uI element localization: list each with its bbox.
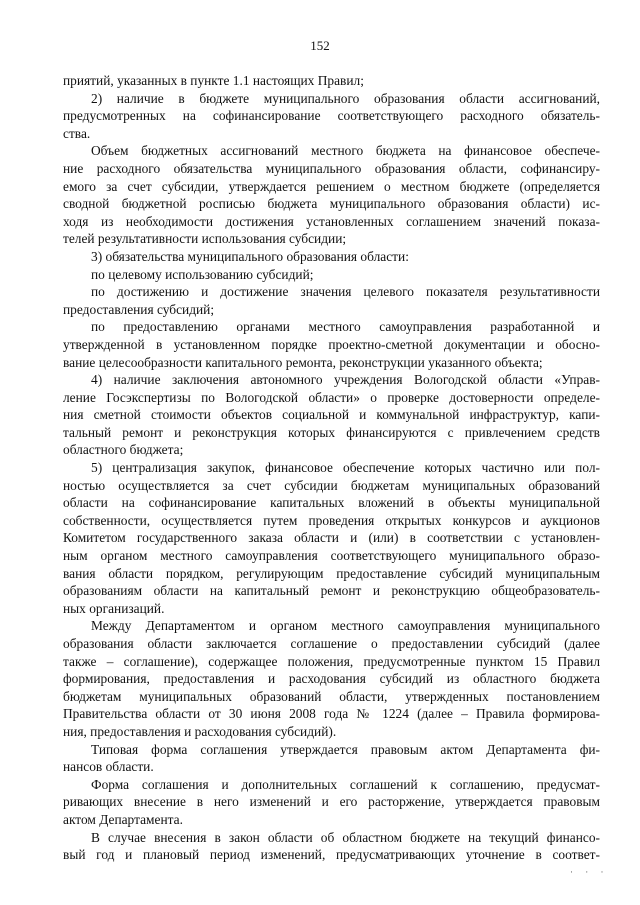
text-line: ление Госэкспертизы по Вологодской области» о проверке достоверности определе- [63,389,600,405]
text-line: ривающих внесение в него изменений и его расторжение, утверждается правовым [63,794,600,810]
text-line: ние расходного обязательства муниципального образования области, софинансиру- [63,160,600,176]
text-line: вый год и плановый период изменений, предусматривающих уточнение в соответ- [63,847,600,863]
text-line: образования области заключается соглашение о предоставлении субсидий (далее [63,636,600,651]
text-line: Объем бюджетных ассигнований местного бюджета на финансовое обеспече- [91,143,600,159]
text-line: 4) наличие заключения автономного учреждения Вологодской области «Управ- [91,372,600,388]
text-line: ностью осуществляется за счет субсидии бюджетам муниципальных образований [63,477,600,493]
text-line: телей результативности использования субсидии; [63,231,347,247]
scan-marks: · · · [570,867,609,877]
text-line: вания области порядком, регулирующим предоставление субсидий муниципальным [63,565,600,581]
text-line: 2) наличие в бюджете муниципального образования области ассигнований, [91,90,600,106]
text-line: по достижению и достижение значения целевого показателя результативности [91,284,600,300]
document-body [63,72,600,864]
page-number: 152 [310,38,330,53]
text-line: сводной бюджетной росписью бюджета муниципального образования области) ис- [63,196,600,212]
text-line: ных организаций. [63,600,165,616]
text-line: образованиям области на капитальный ремонт и реконструкцию общеобразователь- [63,583,600,599]
text-line: емого за счет субсидии, утверждается решением о местном бюджете (определяется [63,178,600,194]
text-line: бюджетам муниципальных образований области, утвержденных постановлением [63,688,600,704]
text-line: Между Департаментом и органом местного самоуправления муниципального [91,618,600,634]
text-line: также – соглашение), содержащее положения, предусмотренные пунктом 15 Правил [63,653,600,669]
text-line: ходя из необходимости достижения установленных соглашением значений показа- [63,213,600,229]
text-line: ния сметной стоимости объектов социальной и коммунальной инфраструктур, капи- [63,407,600,423]
text-line: тальный ремонт и реконструкция которых финансируются с привлечением средств [63,424,600,440]
text-line: ным органом местного самоуправления соответствующего муниципального образо- [63,548,600,564]
text-line: формирования, предоставления и расходования субсидий из областного бюджета [63,671,600,687]
text-line: 5) централизация закупок, финансовое обеспечение которых частично или пол- [91,460,600,476]
text-line: Комитетом государственного заказа области и (или) в соответствии с установлен- [63,530,600,546]
text-line: актом Департамента. [63,811,183,827]
text-line: области на софинансирование капитальных вложений в объекты муниципальной [63,495,600,511]
text-line: утвержденной в установленном порядке проектно-сметной документации и обосно- [63,336,600,352]
text-line: Форма соглашения и дополнительных соглашений к соглашению, предусмат- [91,776,600,792]
text-line: приятий, указанных в пункте 1.1 настоящих Правил; [63,73,364,88]
text-line: вание целесообразности капитального ремонта, реконструкции указанного объекта; [63,354,543,370]
text-line: Типовая форма соглашения утверждается правовым актом Департамента фи- [91,741,600,757]
text-line: ства. [63,125,91,141]
text-line: ния, предоставления и расходования субсидий). [63,723,337,739]
text-line: предусмотренных на софинансирование соответствующего расходного обязатель- [63,108,600,124]
text-line: нансов области. [63,759,154,775]
text-line: предоставления субсидий; [63,301,215,317]
text-line: 3) обязательства муниципального образования области: [91,248,409,264]
text-line: областного бюджета; [63,442,184,458]
text-line: собственности, осуществляется путем проведения открытых конкурсов и аукционов [63,512,600,528]
text-line: Правительства области от 30 июня 2008 года № 1224 (далее – Правила формирова- [63,706,600,722]
text-line: по предоставлению органами местного самоуправления разработанной и [91,319,600,335]
text-line: по целевому использованию субсидий; [91,266,314,282]
text-line: В случае внесения в закон области об областном бюджете на текущий финансо- [91,829,600,845]
